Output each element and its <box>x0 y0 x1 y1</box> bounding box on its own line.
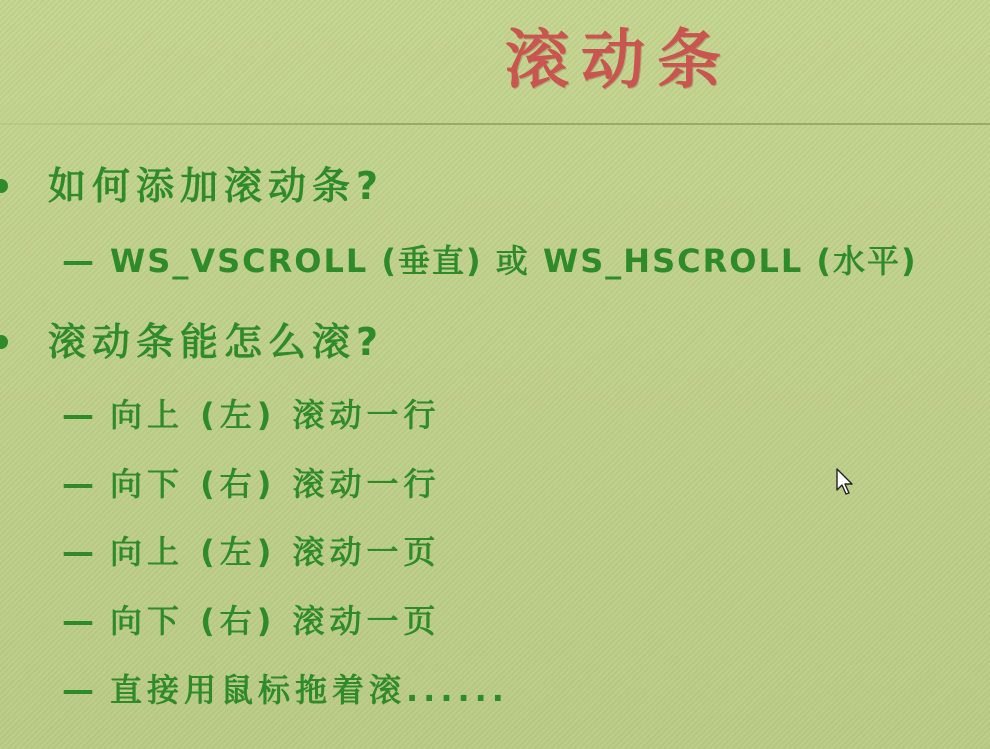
slide-title: 滚动条 <box>505 23 733 98</box>
bullet-text: 如何添加滚动条? <box>48 164 385 208</box>
title-divider <box>0 123 990 125</box>
sub-item-page-up <box>0 528 990 576</box>
bullet-dot-icon <box>0 335 8 349</box>
sub-item-text: 向下 (右) 滚动一页 <box>110 602 441 640</box>
sub-item-page-down <box>0 597 990 645</box>
mouse-pointer-icon <box>836 468 854 496</box>
bullet-item-add-scrollbar <box>0 158 990 214</box>
sub-item-drag <box>0 666 990 714</box>
sub-item-text: 向上 (左) 滚动一行 <box>110 396 441 434</box>
dash-icon: — <box>62 602 94 640</box>
sub-item-text: 向上 (左) 滚动一页 <box>110 533 441 571</box>
bullet-text: 滚动条能怎么滚? <box>48 320 385 364</box>
sub-item-scroll-styles <box>0 237 990 285</box>
sub-item-line-up <box>0 391 990 439</box>
dash-icon: — <box>62 396 94 434</box>
dash-icon: — <box>62 465 94 503</box>
sub-item-text: 直接用鼠标拖着滚...... <box>110 671 509 709</box>
dash-icon: — <box>62 242 94 280</box>
dash-icon: — <box>62 671 94 709</box>
bullet-item-scroll-ways <box>0 314 990 370</box>
dash-icon: — <box>62 533 94 571</box>
bullet-dot-icon <box>0 179 8 193</box>
sub-item-text: 向下 (右) 滚动一行 <box>110 465 441 503</box>
sub-item-text: WS_VSCROLL (垂直) 或 WS_HSCROLL (水平) <box>110 242 918 280</box>
